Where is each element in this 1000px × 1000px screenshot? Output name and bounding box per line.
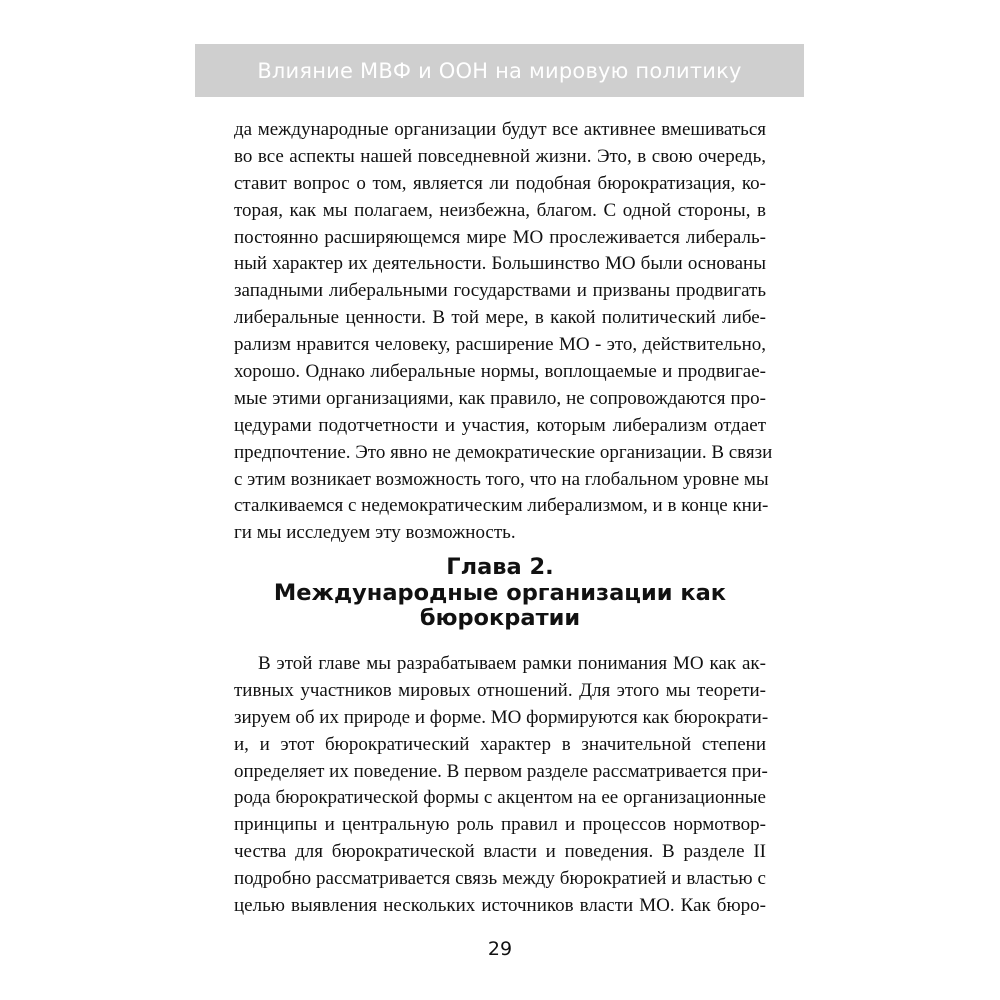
text-line: и, и этот бюрократический характер в значительной степени: [234, 733, 766, 755]
text-line: во все аспекты нашей повседневной жизни. Это, в свою очередь,: [234, 145, 766, 167]
text-line: мые этими организациями, как правило, не сопровождаются про-: [234, 387, 766, 409]
text-line: рода бюрократической формы с акцентом на ее организационные: [234, 787, 766, 809]
text-line: да международные организации будут все активнее вмешиваться: [234, 119, 766, 140]
text-line: западными либеральными государствами и призваны продвигать: [234, 280, 766, 302]
text-line: подробно рассматривается связь между бюрократией и властью с: [234, 868, 766, 890]
running-header-title: Влияние МВФ и ООН на мировую политику: [257, 58, 742, 83]
text-line: ный характер их деятельности. Большинство МО были основаны: [234, 253, 766, 275]
text-line: предпочтение. Это явно не демократические организации. В связи: [234, 441, 773, 463]
text-line: принципы и центральную роль правил и процессов нормотвор-: [234, 814, 766, 836]
text-line: целью выявления нескольких источников власти МО. Как бюро-: [234, 895, 766, 917]
continuation-paragraph: [234, 117, 773, 547]
chapter-number: Глава 2.: [446, 554, 554, 580]
text-line: ставит вопрос о том, является ли подобная бюрократизация, ко-: [234, 172, 766, 194]
text-line: чества для бюрократической власти и поведения. В разделе II: [234, 841, 766, 863]
page-number: 29: [487, 938, 513, 960]
text-line: торая, как мы полагаем, неизбежна, благом. С одной стороны, в: [234, 199, 766, 221]
text-line: постоянно расширяющемся мире МО прослеживается либераль-: [234, 226, 766, 248]
running-header: [195, 44, 804, 97]
chapter-heading: [234, 555, 766, 632]
chapter-title-line: бюрократии: [419, 605, 581, 631]
text-line: цедурами подотчетности и участия, которым либерализм отдает: [234, 414, 766, 436]
text-line: определяет их поведение. В первом разделе рассматривается при-: [234, 760, 768, 782]
text-line: рализм нравится человеку, расширение МО - это, действительно,: [234, 334, 766, 356]
text-line: зируем об их природе и форме. МО формируются как бюрократи-: [234, 706, 769, 728]
text-line: тивных участников мировых отношений. Для этого мы теорети-: [234, 679, 766, 701]
text-line: В этой главе мы разрабатываем рамки понимания МО как ак-: [258, 653, 766, 674]
text-line: сталкиваемся с недемократическим либерализмом, и в конце кни-: [234, 495, 769, 517]
text-line: хорошо. Однако либеральные нормы, воплощаемые и продвигае-: [234, 361, 766, 383]
text-line: либеральные ценности. В той мере, в какой политический либе-: [234, 307, 766, 329]
chapter-title-line: Международные организации как: [273, 579, 727, 606]
chapter-intro-paragraph: [234, 651, 769, 920]
text-line: ги мы исследуем эту возможность.: [234, 522, 516, 544]
text-line: с этим возникает возможность того, что на глобальном уровне мы: [234, 468, 769, 490]
